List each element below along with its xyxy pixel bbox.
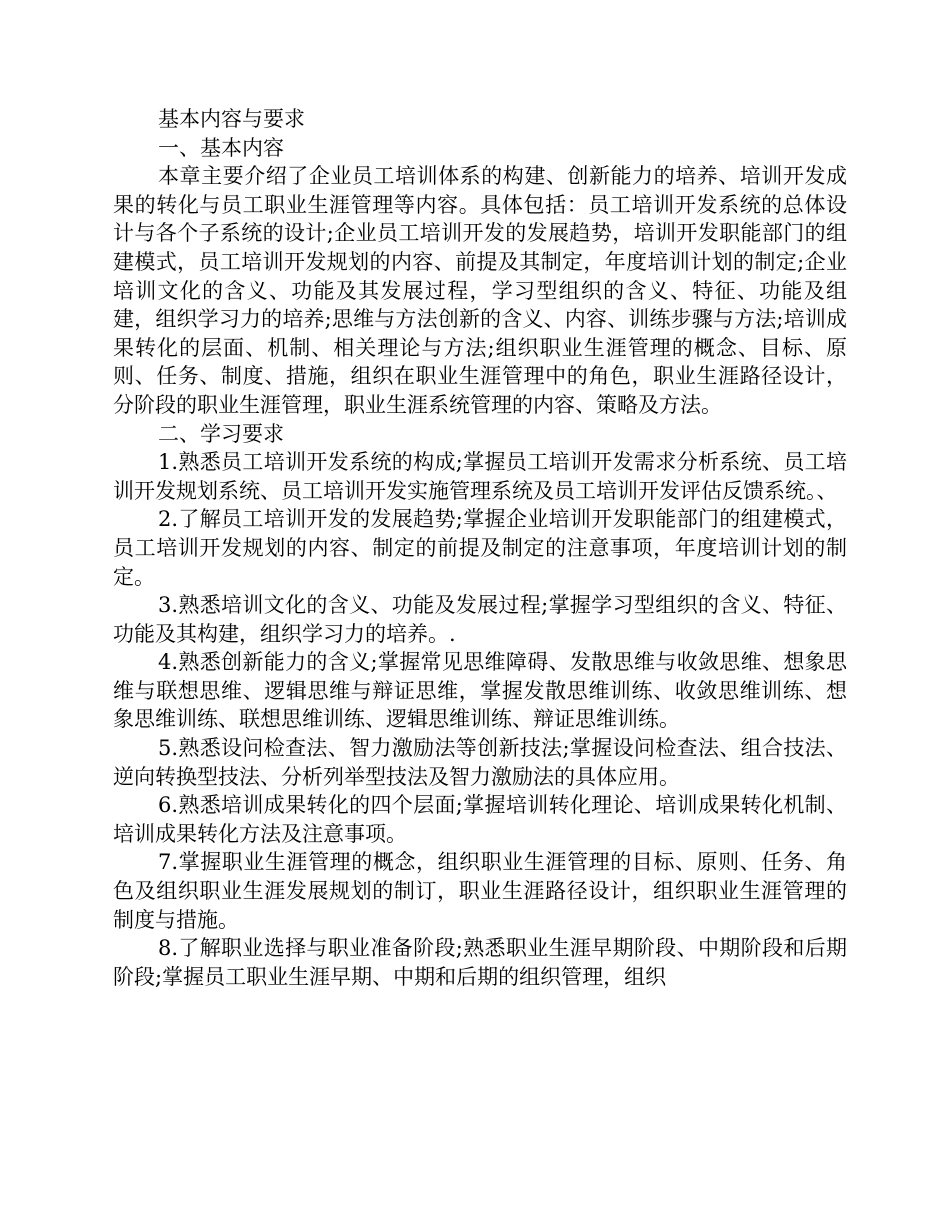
document-heading: 基本内容与要求 xyxy=(158,107,305,131)
requirement-item-6: 6.熟悉培训成果转化的四个层面;掌握培训转化理论、培训成果转化机制、培训成果转化方法及注意事项。 xyxy=(113,793,847,846)
section-2-title: 二、学习要求 xyxy=(158,421,284,446)
document-body xyxy=(113,105,847,991)
requirement-item-7: 7.掌握职业生涯管理的概念，组织职业生涯管理的目标、原则、任务、角色及组织职业生涯发展规划的制订，职业生涯路径设计，组织职业生涯管理的制度与措施。 xyxy=(113,850,847,932)
requirement-item-1: 1.熟悉员工培训开发系统的构成;掌握员工培训开发需求分析系统、员工培训开发规划系统、员工培训开发实施管理系统及员工培训开发评估反馈系统。、 xyxy=(113,450,847,503)
requirement-item-4: 4.熟悉创新能力的含义;掌握常见思维障碍、发散思维与收敛思维、想象思维与联想思维、逻辑思维与辩证思维，掌握发散思维训练、收敛思维训练、想象思维训练、联想思维训练、逻辑思维训练、辩证思维训练。 xyxy=(113,650,847,732)
requirement-item-5: 5.熟悉设问检查法、智力激励法等创新技法;掌握设问检查法、组合技法、逆向转换型技法、分析列举型技法及智力激励法的具体应用。 xyxy=(113,736,847,789)
section-1-title: 一、基本内容 xyxy=(158,135,284,160)
requirement-item-2: 2.了解员工培训开发的发展趋势;掌握企业培训开发职能部门的组建模式，员工培训开发规划的内容、制定的前提及制定的注意事项，年度培训计划的制定。 xyxy=(113,507,847,589)
requirement-item-8: 8.了解职业选择与职业准备阶段;熟悉职业生涯早期阶段、中期阶段和后期阶段;掌握员工职业生涯早期、中期和后期的组织管理，组织 xyxy=(113,936,847,989)
section-1-paragraph: 本章主要介绍了企业员工培训体系的构建、创新能力的培养、培训开发成果的转化与员工职业生涯管理等内容。具体包括：员工培训开发系统的总体设计与各个子系统的设计;企业员工培训开发的发展趋势，培训开发职能部门的组建模式，员工培训开发规划的内容、前提及其制定，年度培训计划的制定;企业培训文化的含义、功能及其发展过程，学习型组织的含义、特征、功能及组建，组织学习力的培养;思维与方法创新的含义、内容、训练步骤与方法;培训成果转化的层面、机制、相关理论与方法;组织职业生涯管理的概念、目标、原则、任务、制度、措施，组织在职业生涯管理中的角色，职业生涯路径设计，分阶段的职业生涯管理，职业生涯系统管理的内容、策略及方法。 xyxy=(113,164,847,417)
requirement-item-3: 3.熟悉培训文化的含义、功能及发展过程;掌握学习型组织的含义、特征、功能及其构建，组织学习力的培养。. xyxy=(113,593,847,646)
